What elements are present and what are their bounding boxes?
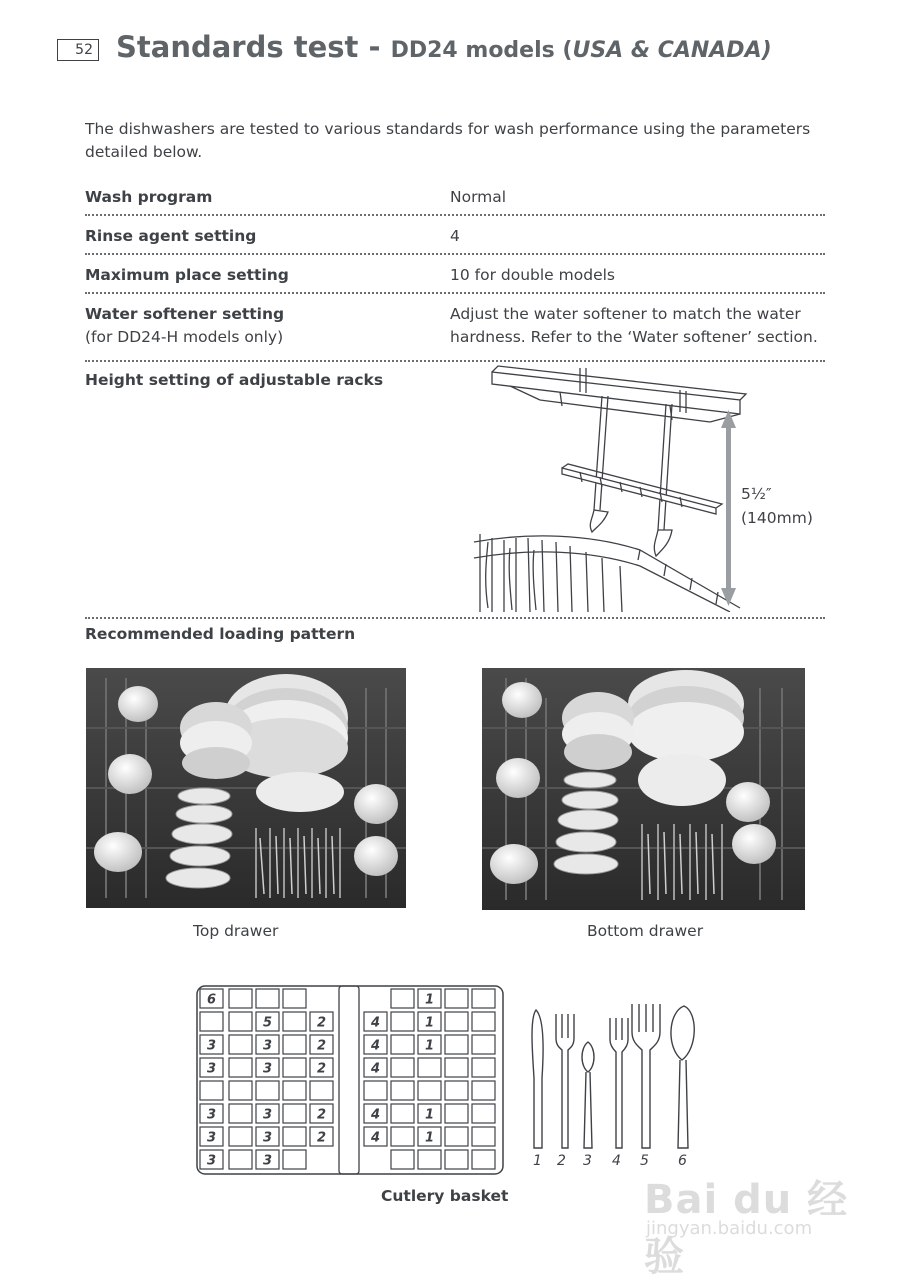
basket-cell [310, 1081, 333, 1100]
basket-cell-number: 3 [262, 1130, 273, 1146]
basket-cell [229, 1012, 252, 1031]
rack-measurement [741, 482, 813, 530]
basket-cell [229, 1150, 252, 1169]
param-value: Normal [450, 188, 507, 206]
basket-cell [200, 1081, 223, 1100]
watermark [640, 1148, 860, 1280]
basket-cell [391, 989, 414, 1008]
basket-cell-number: 2 [316, 1015, 327, 1031]
measure-mm: (140mm) [741, 509, 813, 527]
basket-cell-number: 2 [316, 1107, 327, 1123]
basket-cell [472, 1035, 495, 1054]
basket-cell [472, 989, 495, 1008]
basket-cell [391, 1035, 414, 1054]
param-value: 4 [450, 227, 460, 245]
param-row-wash-program [85, 186, 825, 216]
title-region: USA & CANADA) [572, 38, 772, 63]
basket-cell [445, 1081, 468, 1100]
basket-cell [283, 1058, 306, 1077]
basket-cell [229, 1058, 252, 1077]
basket-cell-number: 3 [206, 1038, 217, 1054]
basket-cell [391, 1150, 414, 1169]
bottom-drawer-photo [482, 668, 805, 910]
basket-cell [445, 1012, 468, 1031]
fork-icon [556, 1014, 574, 1148]
basket-cell-number: 3 [262, 1107, 273, 1123]
top-drawer-photo [86, 668, 406, 908]
basket-cell [391, 1127, 414, 1146]
cutlery-number: 5 [640, 1153, 649, 1169]
cutlery-basket-diagram [196, 984, 506, 1178]
basket-cell [418, 1081, 441, 1100]
param-value: Adjust the water softener to match the water hardness. Refer to the ‘Water softener’ section. [450, 305, 818, 346]
basket-cell [391, 1104, 414, 1123]
cutlery-number: 1 [533, 1153, 542, 1169]
basket-cell-number: 4 [370, 1015, 381, 1031]
serving-spoon-icon [671, 1006, 694, 1148]
basket-cell [445, 1058, 468, 1077]
basket-cell-number: 3 [206, 1107, 217, 1123]
basket-cell [364, 1081, 387, 1100]
basket-cell [418, 1150, 441, 1169]
basket-cell-number: 3 [262, 1061, 273, 1077]
basket-cell [445, 989, 468, 1008]
basket-cell-number: 1 [424, 1130, 435, 1146]
large-fork-icon [632, 1004, 660, 1148]
basket-cell [200, 1012, 223, 1031]
cutlery-number: 2 [557, 1153, 566, 1169]
cutlery-number: 4 [612, 1153, 621, 1169]
bottom-drawer-caption: Bottom drawer [587, 922, 704, 940]
param-row-rinse-agent [85, 225, 825, 255]
basket-cell [391, 1058, 414, 1077]
basket-cell-number: 3 [262, 1153, 273, 1169]
intro-paragraph: The dishwashers are tested to various standards for wash performance using the parameters detailed below. [85, 120, 811, 161]
basket-cell [283, 1012, 306, 1031]
basket-cell-number: 3 [206, 1153, 217, 1169]
basket-cell [391, 1012, 414, 1031]
param-label: Wash program [85, 188, 213, 206]
basket-cell [445, 1035, 468, 1054]
cutlery-basket-caption: Cutlery basket [381, 1187, 509, 1205]
page-number: 52 [57, 39, 99, 61]
basket-cell-number: 2 [316, 1038, 327, 1054]
basket-cell [472, 1127, 495, 1146]
basket-cell-number: 4 [370, 1061, 381, 1077]
basket-cell [256, 989, 279, 1008]
basket-cell [418, 1058, 441, 1077]
basket-cell-number: 2 [316, 1061, 327, 1077]
knife-icon [532, 1010, 543, 1148]
basket-cell [283, 1127, 306, 1146]
basket-cell [283, 1081, 306, 1100]
param-note: (for DD24-H models only) [85, 328, 284, 346]
basket-cell [229, 1104, 252, 1123]
basket-cell [472, 1150, 495, 1169]
spoon-icon [582, 1042, 594, 1148]
loading-pattern-label: Recommended loading pattern [85, 625, 356, 643]
page-title [116, 30, 772, 64]
param-label: Maximum place setting [85, 266, 289, 284]
basket-cell [229, 1081, 252, 1100]
basket-cell-number: 3 [206, 1130, 217, 1146]
basket-cell-number: 3 [206, 1061, 217, 1077]
basket-cell [445, 1127, 468, 1146]
cutlery-number: 6 [678, 1153, 687, 1169]
basket-cell [283, 1104, 306, 1123]
basket-cell [472, 1081, 495, 1100]
basket-cell [283, 1035, 306, 1054]
basket-cell-number: 1 [424, 1107, 435, 1123]
basket-cell-number: 4 [370, 1130, 381, 1146]
basket-cell-number: 1 [424, 992, 435, 1008]
basket-cell [229, 989, 252, 1008]
basket-cell [229, 1127, 252, 1146]
top-drawer-caption: Top drawer [193, 922, 279, 940]
basket-cell [229, 1035, 252, 1054]
title-main: Standards test - [116, 30, 391, 64]
basket-cell-number: 5 [262, 1015, 273, 1031]
rack-height-label: Height setting of adjustable racks [85, 371, 384, 389]
param-label: Rinse agent setting [85, 227, 257, 245]
cutlery-number: 3 [583, 1153, 592, 1169]
basket-cell-number: 3 [262, 1038, 273, 1054]
basket-cell-number: 4 [370, 1107, 381, 1123]
param-value: 10 for double models [450, 266, 615, 284]
basket-cell [472, 1012, 495, 1031]
basket-cell-number: 1 [424, 1015, 435, 1031]
basket-cell-number: 2 [316, 1130, 327, 1146]
basket-cell [283, 1150, 306, 1169]
dessert-fork-icon [610, 1018, 628, 1148]
basket-cell-number: 4 [370, 1038, 381, 1054]
basket-cell [256, 1081, 279, 1100]
measure-inches: 5½″ [741, 485, 772, 503]
cutlery-types-diagram [526, 998, 706, 1173]
basket-cell-number: 6 [206, 992, 217, 1008]
basket-cell [472, 1058, 495, 1077]
param-label: Water softener setting [85, 305, 285, 323]
basket-cell [445, 1104, 468, 1123]
basket-cell [283, 989, 306, 1008]
watermark-url: jingyan.baidu.com [646, 1218, 813, 1239]
param-row-water-softener [85, 303, 825, 362]
basket-cell [391, 1081, 414, 1100]
param-row-place-setting [85, 264, 825, 294]
basket-cell-number: 1 [424, 1038, 435, 1054]
section-divider [85, 617, 825, 619]
title-sub: DD24 models ( [390, 38, 573, 63]
basket-cell [445, 1150, 468, 1169]
basket-cell [472, 1104, 495, 1123]
watermark-logo: Bai du 经验 [644, 1177, 849, 1280]
